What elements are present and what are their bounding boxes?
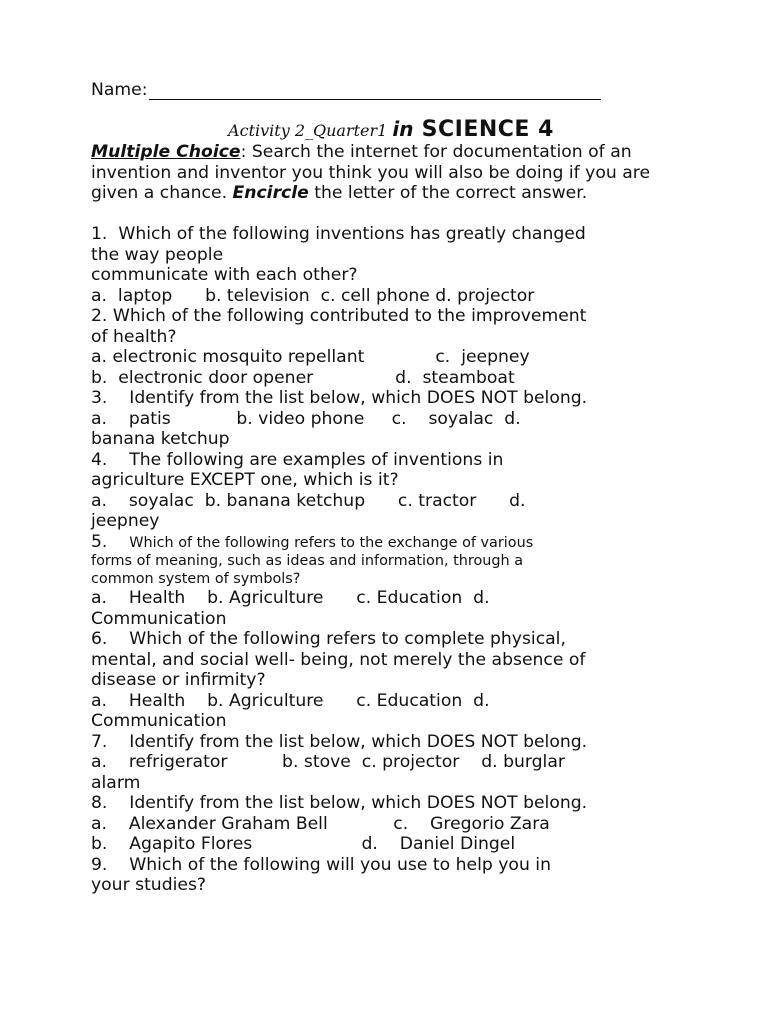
choice-line: alarm [91, 772, 141, 793]
choice-line: a. Alexander Graham Bell c. Gregorio Zara [91, 813, 550, 834]
instructions-text-2: the letter of the correct answer. [308, 183, 588, 203]
question-line: your studies? [91, 875, 207, 895]
question-line: of health? [91, 326, 177, 347]
choice-line: a. soyalac b. banana ketchup c. tractor d. [91, 490, 526, 511]
choice-line: a. laptop b. television c. cell phone d. projector [91, 285, 535, 306]
question-text: Which of the following refers to the exchange of various [129, 534, 534, 551]
name-field-row [91, 76, 691, 100]
choice-line: b. electronic door opener d. steamboat [91, 367, 515, 388]
instructions [91, 142, 691, 204]
question-line: common system of symbols? [91, 571, 301, 587]
choice-line: a. Health b. Agriculture c. Education d. [91, 690, 490, 711]
title-activity: Activity 2_Quarter1 [228, 121, 393, 140]
choice-line: a. electronic mosquito repellant c. jeepney [91, 347, 530, 367]
choice-line: a. patis b. video phone c. soyalac d. [91, 408, 521, 429]
question-line: disease or infirmity? [91, 670, 266, 690]
page-title [91, 116, 691, 142]
question-line: forms of meaning, such as ideas and information, through a [91, 553, 524, 569]
choice-line: b. Agapito Flores d. Daniel Dingel [91, 834, 516, 854]
question-line: 4. The following are examples of inventions in [91, 449, 504, 470]
question-line: 3. Identify from the list below, which DOES NOT belong. [91, 388, 588, 408]
question-number: 5. [91, 531, 130, 552]
choice-line: jeepney [91, 511, 160, 531]
question-5 [91, 532, 691, 589]
encircle-word: Encircle [232, 183, 309, 203]
choice-line: Communication [91, 711, 227, 731]
choice-line: a. refrigerator b. stove c. projector d. burglar [91, 752, 565, 772]
question-line: 1. Which of the following inventions has greatly changed [91, 224, 586, 244]
question-line: 7. Identify from the list below, which DOES NOT belong. [91, 731, 588, 752]
questions-block-1 [91, 224, 691, 532]
question-line [91, 532, 691, 553]
name-blank-line [149, 81, 601, 100]
question-line: 9. Which of the following will you use to help you in [91, 854, 551, 875]
name-label: Name: [91, 79, 148, 100]
multiple-choice-label: Multiple Choice [91, 142, 241, 162]
question-line: 2. Which of the following contributed to the improvement [91, 306, 587, 326]
question-line: 8. Identify from the list below, which DOES NOT belong. [91, 793, 588, 813]
title-in: in [392, 117, 414, 141]
title-subject: SCIENCE 4 [413, 117, 554, 142]
question-line: agriculture EXCEPT one, which is it? [91, 470, 399, 490]
questions-block-2 [91, 588, 691, 896]
instructions-text-1: : Search the internet for documentation of an invention and inventor you think you will also be doing if you are given a chance. [91, 142, 651, 203]
choice-line: banana ketchup [91, 429, 230, 449]
spacer [91, 204, 691, 225]
choice-line: a. Health b. Agriculture c. Education d. [91, 588, 490, 608]
worksheet-page [91, 76, 691, 896]
question-line: communicate with each other? [91, 265, 358, 285]
question-line: mental, and social well- being, not merely the absence of [91, 649, 586, 670]
question-line: 6. Which of the following refers to complete physical, [91, 629, 566, 649]
choice-line: Communication [91, 608, 227, 629]
question-line: the way people [91, 244, 224, 265]
